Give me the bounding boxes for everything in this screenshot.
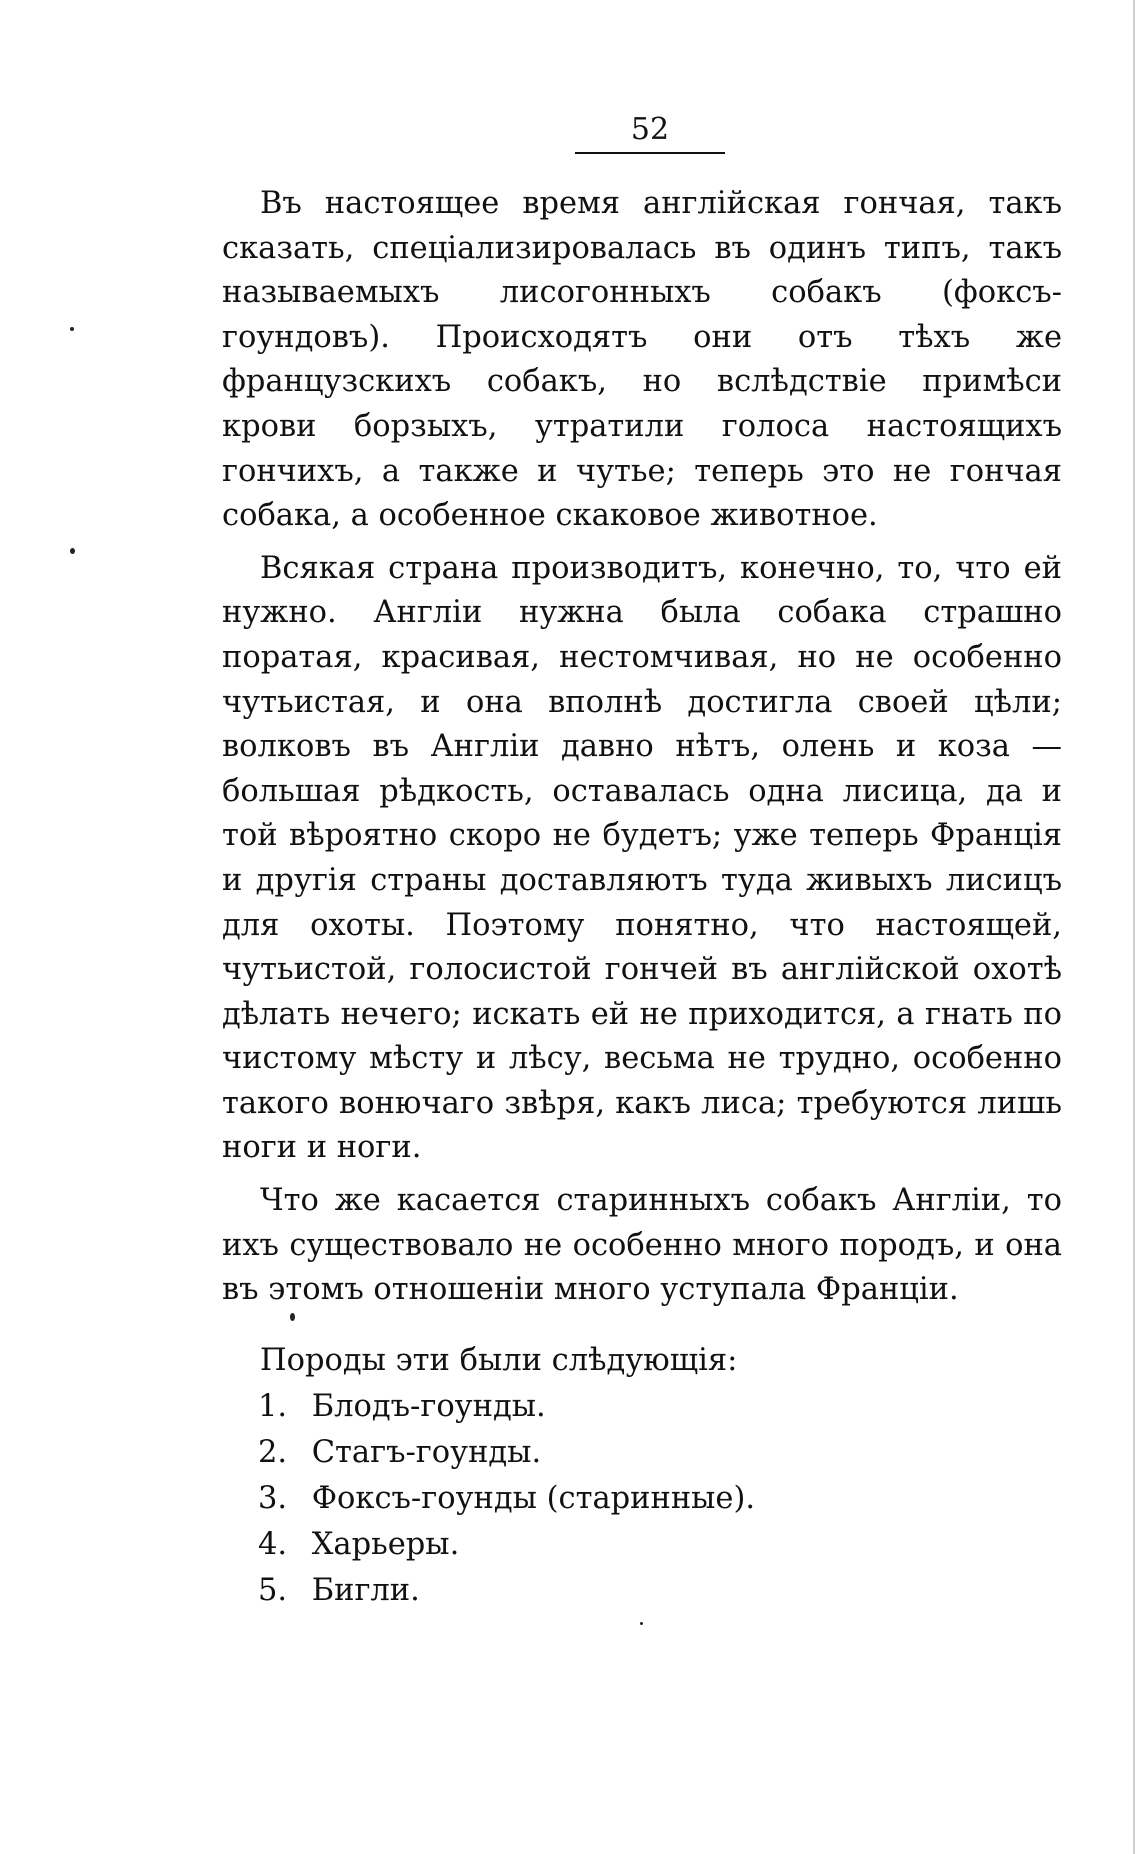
list-item-name: Блодъ-гоунды.: [311, 1389, 546, 1424]
list-item-number: 3.: [258, 1481, 288, 1516]
scan-speck: [290, 1313, 295, 1321]
paragraph-1: Въ настоящее время англійская гончая, такъ сказать, спеціализировалась въ одинъ типъ, такъ называемыхъ лисогонныхъ собакъ (фоксъ-гoундовъ). Происходятъ они отъ тѣхъ же французскихъ собакъ, но вслѣдствіе примѣси крови борзыхъ, утратили голоса настоящихъ гончихъ, а также и чутье; теперь это не гончая собака, а особенное скаковое животное.: [222, 186, 1062, 534]
header-rule: [575, 152, 725, 154]
list-item-name: Бигли.: [311, 1573, 420, 1608]
breed-list: [258, 1384, 755, 1614]
paragraph-2: Всякая страна производитъ, конечно, то, что ей нужно. Англіи нужна была собака страшно поратая, красивая, нестомчивая, но не особенно чутьистая, и она вполнѣ достигла своей цѣли; волковъ въ Англіи давно нѣтъ, олень и коза — большая рѣдкость, оставалась одна лисица, да и той вѣроятно скоро не будетъ; уже теперь Франція и другія страны доставляютъ туда живыхъ лисицъ для охоты. Поэтому понятно, что настоящей, чутьистой, голосистой гончей въ англійской охотѣ дѣлать нечего; искать ей не приходится, а гнать по чистому мѣсту и лѣсу, весьма не трудно, особенно такого вонючаго звѣря, какъ лиса; требуются лишь ноги и ноги.: [222, 550, 1062, 1166]
list-intro: Породы эти были слѣдующія:: [260, 1343, 738, 1378]
list-item-number: 4.: [258, 1527, 288, 1562]
paragraph-3: Что же касается старинныхъ собакъ Англіи, то ихъ существовало не особенно много породъ, и она въ этомъ отношеніи много уступала Франціи.: [222, 1183, 1062, 1308]
list-item: [258, 1476, 755, 1522]
list-item: [258, 1522, 755, 1568]
page-number: 52: [630, 112, 670, 147]
scan-speck: [640, 1622, 643, 1625]
body-text: [222, 182, 1062, 1313]
scan-speck: [70, 327, 74, 331]
page-edge: [1133, 0, 1135, 1854]
list-item-name: Фоксъ-гоунды (старинные).: [311, 1481, 756, 1516]
list-item-number: 5.: [258, 1573, 288, 1608]
scan-speck: [70, 548, 75, 554]
list-item: [258, 1430, 755, 1476]
list-item: [258, 1568, 755, 1614]
list-item-number: 2.: [258, 1435, 288, 1470]
list-item: [258, 1384, 755, 1430]
list-item-number: 1.: [258, 1389, 288, 1424]
list-item-name: Стагъ-гоунды.: [311, 1435, 542, 1470]
list-item-name: Харьеры.: [311, 1527, 460, 1562]
